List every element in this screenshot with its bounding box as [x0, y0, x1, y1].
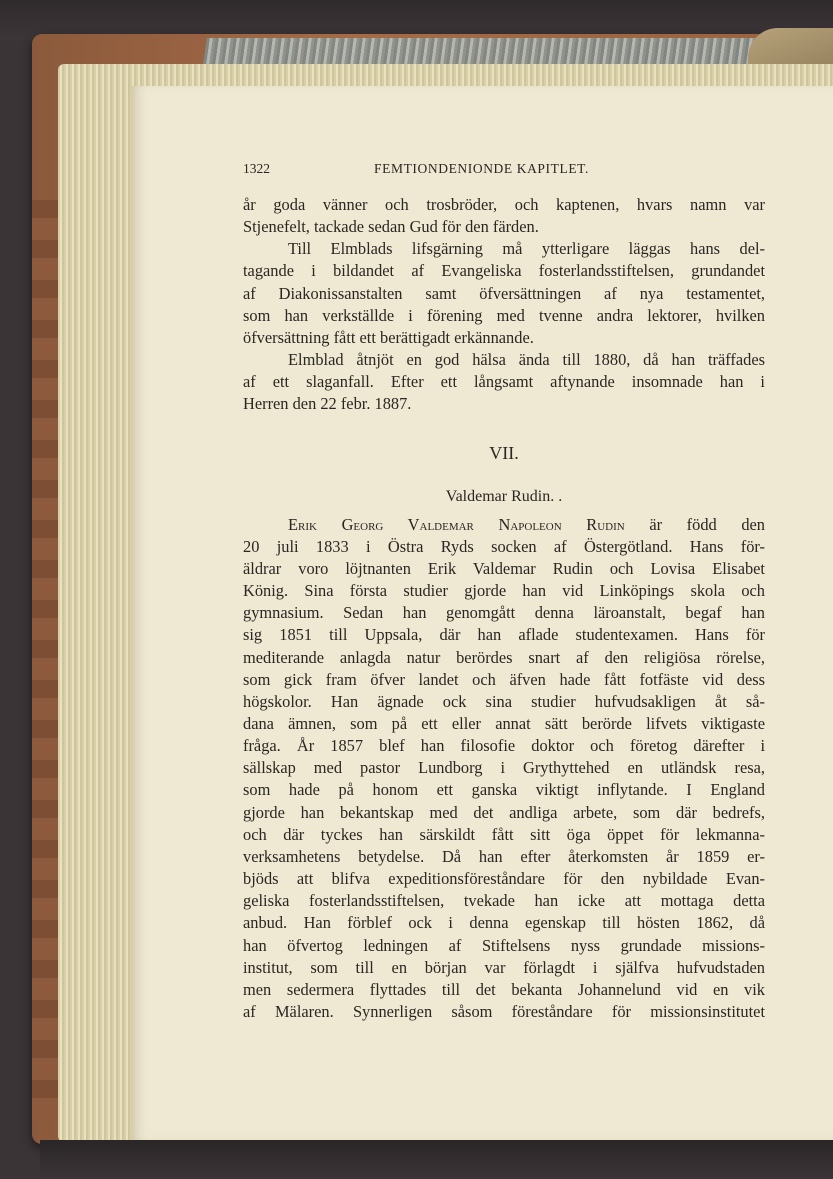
- text-line: gymnasium. Sedan han genomgått denna läroanstalt, begaf han: [243, 603, 765, 623]
- text-line: högskolor. Han ägnade ock sina studier hufvudsakligen åt så-: [243, 691, 765, 711]
- text-line: bjöds att blifva expeditionsföreståndare för den nybildade Evan-: [243, 869, 765, 889]
- biography-paragraph: [243, 514, 765, 1024]
- page-text: [243, 158, 765, 1023]
- text-line: Till Elmblads lifsgärning må ytterligare läggas hans del-: [288, 239, 765, 259]
- text-line: öfversättning fått ett berättigadt erkännande.: [243, 327, 534, 347]
- text-line: dana ämnen, som på ett eller annat sätt berörde lifvets viktigaste: [243, 713, 765, 733]
- text-line: men sedermera flyttades till det bekanta Johannelund vid en vik: [243, 979, 765, 999]
- text-line: anbud. Han förblef ock i denna egenskap till hösten 1862, då: [243, 913, 765, 933]
- text-line: König. Sina första studier gjorde han vid Linköpings skola och: [243, 581, 765, 601]
- text-line: som hade på honom ett ganska viktigt inflytande. I England: [243, 780, 765, 800]
- text-line: af Mälaren. Synnerligen såsom föreståndare för missionsinstitutet: [243, 1002, 765, 1021]
- text-line: [243, 514, 765, 536]
- text-line: sällskap med pastor Lundborg i Grythyttehed en utländsk resa,: [243, 758, 765, 778]
- page-number: 1322: [243, 161, 270, 176]
- text-line: som gick fram öfver landet och äfven hade fått fotfäste vid dess: [243, 669, 765, 689]
- running-head: [243, 158, 765, 194]
- text-line: äldrar voro löjtnanten Erik Valdemar Rudin och Lovisa Elisabet: [243, 558, 765, 578]
- text-line: sig 1851 till Uppsala, där han aflade studentexamen. Hans för: [243, 625, 765, 645]
- text-line: af Diakonissanstalten samt öfversättningen af nya testamentet,: [243, 283, 765, 303]
- text-line: 20 juli 1833 i Östra Ryds socken af Östergötland. Hans för-: [243, 536, 765, 556]
- chapter-title: FEMTIONDENIONDE KAPITLET.: [374, 161, 589, 176]
- text-line: och där tyckes han särskildt fått sitt öga öppet för lekmanna-: [243, 824, 765, 844]
- text-line: af ett slaganfall. Efter ett långsamt aftynande insomnade han i: [243, 372, 765, 392]
- text-line: verksamhetens betydelse. Då han efter återkomsten år 1859 er-: [243, 846, 765, 866]
- text-line-rest: är född den: [624, 514, 765, 534]
- text-line: år goda vänner och trosbröder, och kaptenen, hvars namn var: [243, 195, 765, 214]
- table-surface-bottom: [40, 1140, 833, 1179]
- section-title: Valdemar Rudin. .: [445, 487, 563, 505]
- section-number: VII.: [489, 442, 519, 463]
- text-line: tagande i bildandet af Evangeliska fosterlandsstiftelsen, grundandet: [243, 261, 765, 281]
- text-line: fråga. År 1857 blef han filosofie doktor och företog därefter i: [243, 736, 765, 756]
- text-line: som han verkställde i förening med tvenne andra lektorer, hvilken: [243, 305, 765, 325]
- text-line: han öfvertog ledningen af Stiftelsens nyss grundade missions-: [243, 935, 765, 955]
- text-line: Elmblad åtnjöt en god hälsa ända till 1880, då han träffades: [288, 350, 765, 370]
- page-edges-top: [203, 38, 762, 64]
- text-line: Herren den 22 febr. 1887.: [243, 394, 412, 414]
- text-line: Stjenefelt, tackade sedan Gud för den färden.: [243, 217, 539, 237]
- text-line: mediterande anlagda natur berördes snart af den religiösa rörelse,: [243, 647, 765, 667]
- paragraphs: [243, 194, 765, 416]
- person-name: Erik Georg Valdemar Napoleon Rudin: [288, 514, 625, 534]
- text-line: gjorde han bekantskap med det andliga arbete, som där bedrefs,: [243, 802, 765, 822]
- text-line: geliska fosterlandsstiftelsen, tvekade han icke att mottaga detta: [243, 891, 765, 911]
- text-line: institut, som till en början var förlagdt i själfva hufvudstaden: [243, 957, 765, 977]
